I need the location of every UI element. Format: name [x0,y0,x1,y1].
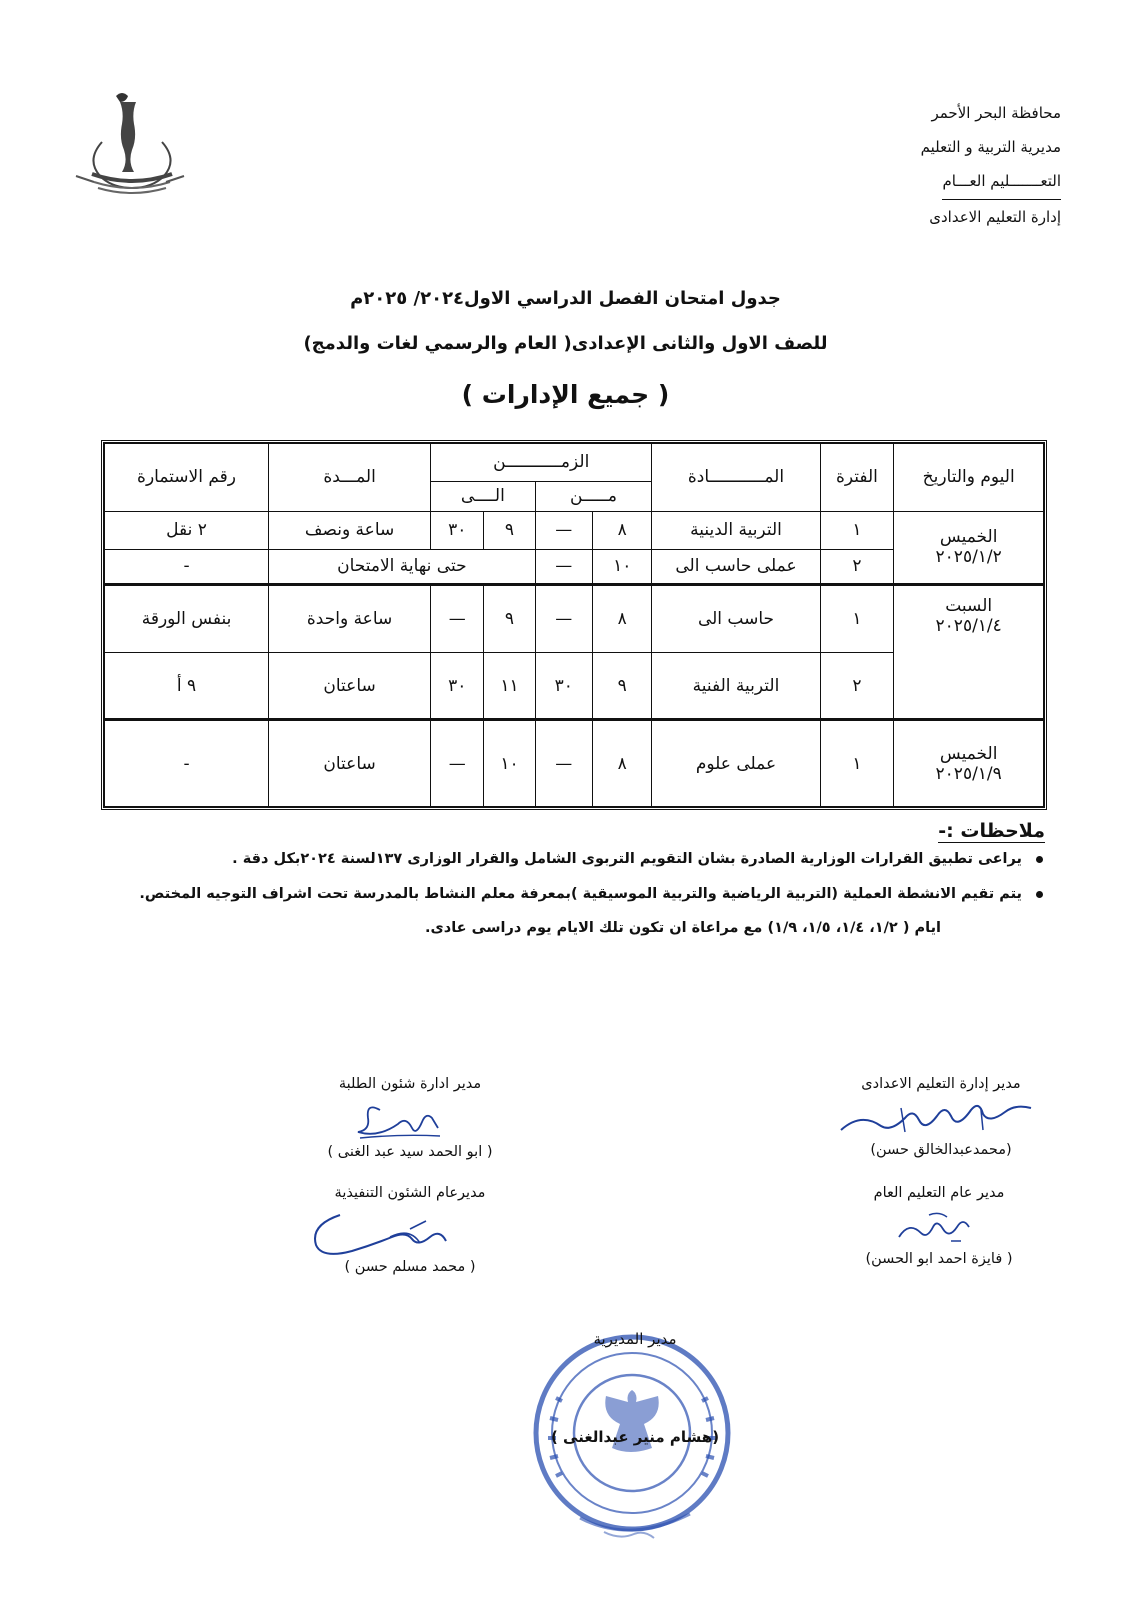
header-period: الفترة [820,444,894,512]
signature-role: مدير ادارة شئون الطلبة [338,1076,482,1092]
from-minute-cell: ٣٠ [535,652,592,720]
header-general-education-text: التعـــــــليم العـــام [942,164,1061,200]
signature-block-student-affairs-director [300,1076,520,1160]
header-block [801,96,1061,234]
header-general-education [801,164,1061,200]
day-date-cell [894,720,1044,807]
signature-name: ( فايزة احمد ابو الحسن) [865,1251,1013,1267]
period-cell: ٢ [820,652,894,720]
day-date-cell [894,585,1044,720]
from-hour-cell: ٨ [592,511,651,549]
signature-name: ( ابو الحمد سيد عبد الغنى ) [327,1144,493,1160]
day-name: الخميس [939,743,998,764]
table-row [105,720,1044,807]
from-minute-cell: — [535,511,592,549]
title-line-1: جدول امتحان الفصل الدراسي الاول٢٠٢٤/ ٢٠٢٥م [350,288,781,309]
signature-role: مدير المديرية [593,1330,677,1348]
period-cell: ٢ [820,549,894,585]
form-number-cell: - [105,549,269,585]
signature-block-education-director [831,1076,1051,1158]
handwritten-signature-icon [300,1098,520,1144]
from-hour-cell: ٨ [592,585,651,653]
to-minute-cell: ٣٠ [431,511,484,549]
note-text: يتم تقيم الانشطة العملية (التربية الرياضية والتربية الموسيقية )بمعرفة معلم النشاط بالمدرسة تحت اشراف التوجيه المختص. [139,886,1022,902]
subject-cell: عملى حاسب الى [652,549,820,585]
signature-role: مدير إدارة التعليم الاعدادى [861,1076,1021,1092]
from-minute-cell: — [535,720,592,807]
exam-date: ٢٠٢٥/١/٢ [935,547,1002,568]
duration-cell: ساعة واحدة [269,585,431,653]
signature-role: مديرعام الشئون التنفيذية [334,1185,486,1201]
form-number-cell: ٩ أ [105,652,269,720]
header-subject: المـــــــــــادة [652,444,820,512]
duration-cell: ساعة ونصف [269,511,431,549]
table-header-row [105,444,1044,482]
exam-date: ٢٠٢٥/١/٤ [935,616,1002,637]
subject-cell: التربية الفنية [652,652,820,720]
duration-cell: ساعتان [269,652,431,720]
handwritten-signature-icon [839,1207,1039,1251]
from-hour-cell: ١٠ [592,549,651,585]
subject-cell: التربية الدينية [652,511,820,549]
signature-name: (محمدعبدالخالق حسن) [870,1142,1012,1158]
exam-date: ٢٠٢٥/١/٩ [935,763,1002,784]
day-date-cell [894,511,1044,585]
day-name: السبت [945,596,993,617]
to-hour-cell: ٩ [484,585,535,653]
title-line-3: ( جميع الإدارات ) [461,380,670,409]
to-hour-cell: ٩ [484,511,535,549]
table-row [105,511,1044,549]
subject-cell: حاسب الى [652,585,820,653]
until-end-cell: حتى نهاية الامتحان [269,549,536,585]
header-day-date: اليوم والتاريخ [894,444,1044,512]
signature-block-directorate-director [520,1330,750,1348]
note-text: يراعى تطبيق القرارات الوزارية الصادرة بشان التقويم التربوى الشامل والقرار الوزارى ١٣٧لسنة ٢٠٢٤بكل دقة . [232,851,1022,867]
handwritten-signature-icon [831,1098,1051,1142]
governorate-emblem-icon [72,82,188,198]
day-name: الخميس [939,527,998,548]
note-continuation: ايام ( ١/٢، ١/٤، ١/٥، ١/٩) مع مراعاة ان تكون تلك الايام يوم دراسى عادى. [424,920,941,936]
header-time-to: الــــى [431,481,536,511]
duration-cell: ساعتان [269,720,431,807]
signature-block-executive-affairs-director [300,1185,520,1275]
exam-schedule-table [101,440,1047,810]
header-directorate: مديرية التربية و التعليم [920,138,1061,156]
header-time: الزمـــــــــــن [431,444,652,482]
to-hour-cell: ١٠ [484,720,535,807]
header-form-number: رقم الاستمارة [105,444,269,512]
note-item [139,886,1043,902]
form-number-cell: ٢ نقل [105,511,269,549]
directorate-director-name: (هشام منير عبدالغنى ) [550,1428,720,1446]
form-number-cell: بنفس الورقة [105,585,269,653]
header-governorate: محافظة البحر الأحمر [931,104,1061,122]
notes-title [938,820,1045,842]
header-department: إدارة التعليم الاعدادى [929,208,1061,226]
from-hour-cell: ٩ [592,652,651,720]
from-minute-cell: — [535,585,592,653]
to-minute-cell: — [431,585,484,653]
period-cell: ١ [820,720,894,807]
note-item [232,851,1043,867]
header-duration: المـــدة [269,444,431,512]
to-minute-cell: — [431,720,484,807]
header-time-from: مـــــن [535,481,652,511]
period-cell: ١ [820,585,894,653]
signature-name: ( محمد مسلم حسن ) [344,1259,476,1275]
notes-title-text: ملاحظات :- [938,820,1045,842]
signature-block-general-education-director [839,1185,1039,1267]
to-hour-cell: ١١ [484,652,535,720]
table-row [105,585,1044,653]
from-minute-cell: — [535,549,592,585]
form-number-cell: - [105,720,269,807]
period-cell: ١ [820,511,894,549]
bullet-icon [1036,891,1043,898]
subject-cell: عملى علوم [652,720,820,807]
signature-role: مدير عام التعليم العام [873,1185,1005,1201]
title-line-2: للصف الاول والثانى الإعدادى( العام والرسمي لغات والدمج) [303,333,828,354]
from-hour-cell: ٨ [592,720,651,807]
to-minute-cell: ٣٠ [431,652,484,720]
bullet-icon [1036,856,1043,863]
handwritten-signature-icon [300,1207,520,1259]
